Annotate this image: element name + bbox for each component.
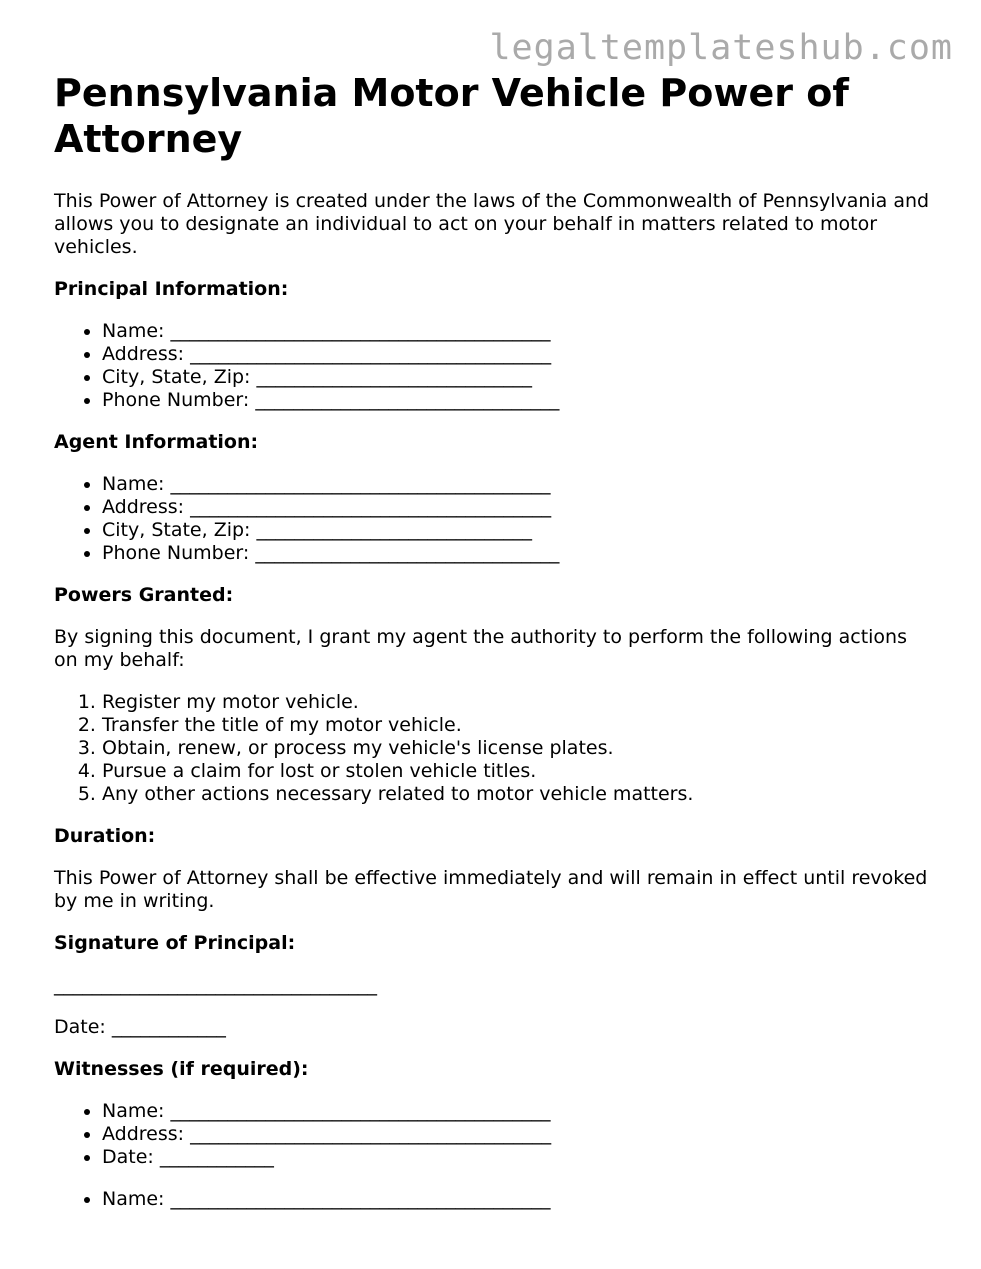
duration-heading: Duration:	[54, 825, 156, 847]
principal-city-field[interactable]: • City, State, Zip: _____________________________	[102, 366, 934, 389]
powers-heading: Powers Granted:	[54, 584, 234, 606]
agent-city-field[interactable]: • City, State, Zip: _____________________________	[102, 519, 934, 542]
witness-1-date-field[interactable]: • Date: ____________	[102, 1146, 934, 1169]
powers-list	[54, 691, 934, 806]
power-item: 5. Any other actions necessary related to motor vehicle matters.	[102, 783, 934, 806]
powers-intro: By signing this document, I grant my agent the authority to perform the following actions on my behalf:	[54, 626, 907, 671]
signature-heading: Signature of Principal:	[54, 932, 296, 954]
page-title: Pennsylvania Motor Vehicle Power of Attorney	[54, 71, 849, 161]
signature-date-field[interactable]: Date: ____________	[54, 1016, 226, 1038]
agent-heading: Agent Information:	[54, 431, 259, 453]
agent-fields	[54, 473, 934, 565]
power-item: 3. Obtain, renew, or process my vehicle's license plates.	[102, 737, 934, 760]
power-item: 4. Pursue a claim for lost or stolen vehicle titles.	[102, 760, 934, 783]
signature-line[interactable]: __________________________________	[54, 974, 377, 996]
document	[54, 70, 934, 1230]
witness-2-fields	[54, 1188, 934, 1211]
watermark: legaltemplateshub.com	[489, 28, 953, 68]
witness-2-name-field[interactable]: • Name: ________________________________________	[102, 1188, 934, 1211]
witness-1-name-field[interactable]: • Name: ________________________________________	[102, 1100, 934, 1123]
principal-name-field[interactable]: • Name: ________________________________________	[102, 320, 934, 343]
witnesses-heading: Witnesses (if required):	[54, 1058, 309, 1080]
agent-address-field[interactable]: • Address: ______________________________________	[102, 496, 934, 519]
power-item: 1. Register my motor vehicle.	[102, 691, 934, 714]
agent-phone-field[interactable]: • Phone Number: ________________________________	[102, 542, 934, 565]
agent-name-field[interactable]: • Name: ________________________________________	[102, 473, 934, 496]
power-item: 2. Transfer the title of my motor vehicle.	[102, 714, 934, 737]
witness-1-fields	[54, 1100, 934, 1169]
duration-text: This Power of Attorney shall be effective immediately and will remain in effect until revoked by me in writing.	[54, 867, 928, 912]
principal-address-field[interactable]: • Address: ______________________________________	[102, 343, 934, 366]
intro-paragraph: This Power of Attorney is created under the laws of the Commonwealth of Pennsylvania and allows you to designate an individual to act on your behalf in matters related to motor vehicles.	[54, 190, 930, 258]
principal-heading: Principal Information:	[54, 278, 289, 300]
principal-fields	[54, 320, 934, 412]
witness-1-address-field[interactable]: • Address: ______________________________________	[102, 1123, 934, 1146]
principal-phone-field[interactable]: • Phone Number: ________________________________	[102, 389, 934, 412]
